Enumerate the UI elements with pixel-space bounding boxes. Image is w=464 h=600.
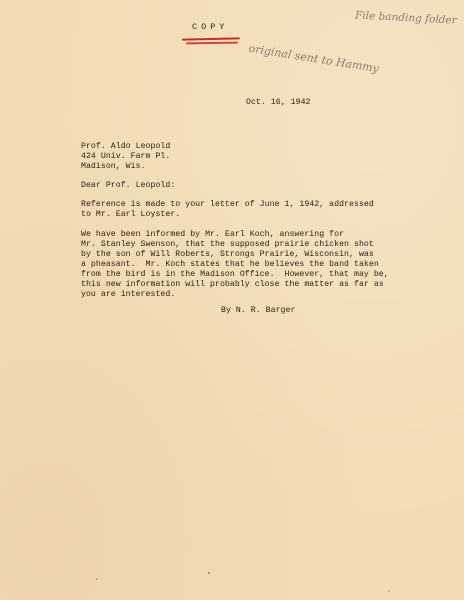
red-underline-mark-2 [186,42,238,44]
addressee-street: 424 Univ. Farm Pl. [81,152,171,161]
handwritten-sent-note: original sent to Hammy [247,41,380,76]
paragraph-2-line: you are interested. [81,290,176,299]
paragraph-2-line: Mr. Stanley Swenson, that the supposed prairie chicken shot [81,240,374,249]
paragraph-2-line: this new information will probably close the matter as far as [81,280,384,289]
paragraph-1-line: to Mr. Earl Loyster. [81,210,181,219]
paragraph-1-line: Reference is made to your letter of June 1, 1942, addressed [81,200,374,209]
salutation: Dear Prof. Leopold: [81,181,176,190]
paper-speck [388,590,390,592]
addressee-name: Prof. Aldo Leopold [81,142,171,151]
copy-stamp: COPY [192,22,229,32]
paragraph-2-line: by the son of Will Roberts, Strongs Prairie, Wisconsin, was [81,250,374,259]
paper-speck [208,572,210,574]
letter-date: Oct. 16, 1942 [246,98,311,107]
paragraph-2-line: a pheasant. Mr. Koch states that he believes the band taken [81,260,379,269]
paragraph-2-line: We have been informed by Mr. Earl Koch, answering for [81,230,345,239]
signature-line: By N. R. Barger [221,306,296,315]
addressee-city: Madison, Wis. [81,162,146,171]
paragraph-2-line: from the bird is in the Madison Office. However, that may be, [81,270,389,279]
red-underline-mark [182,37,240,40]
paper-speck [96,578,98,580]
handwritten-filing-note: File banding folder [354,9,457,27]
